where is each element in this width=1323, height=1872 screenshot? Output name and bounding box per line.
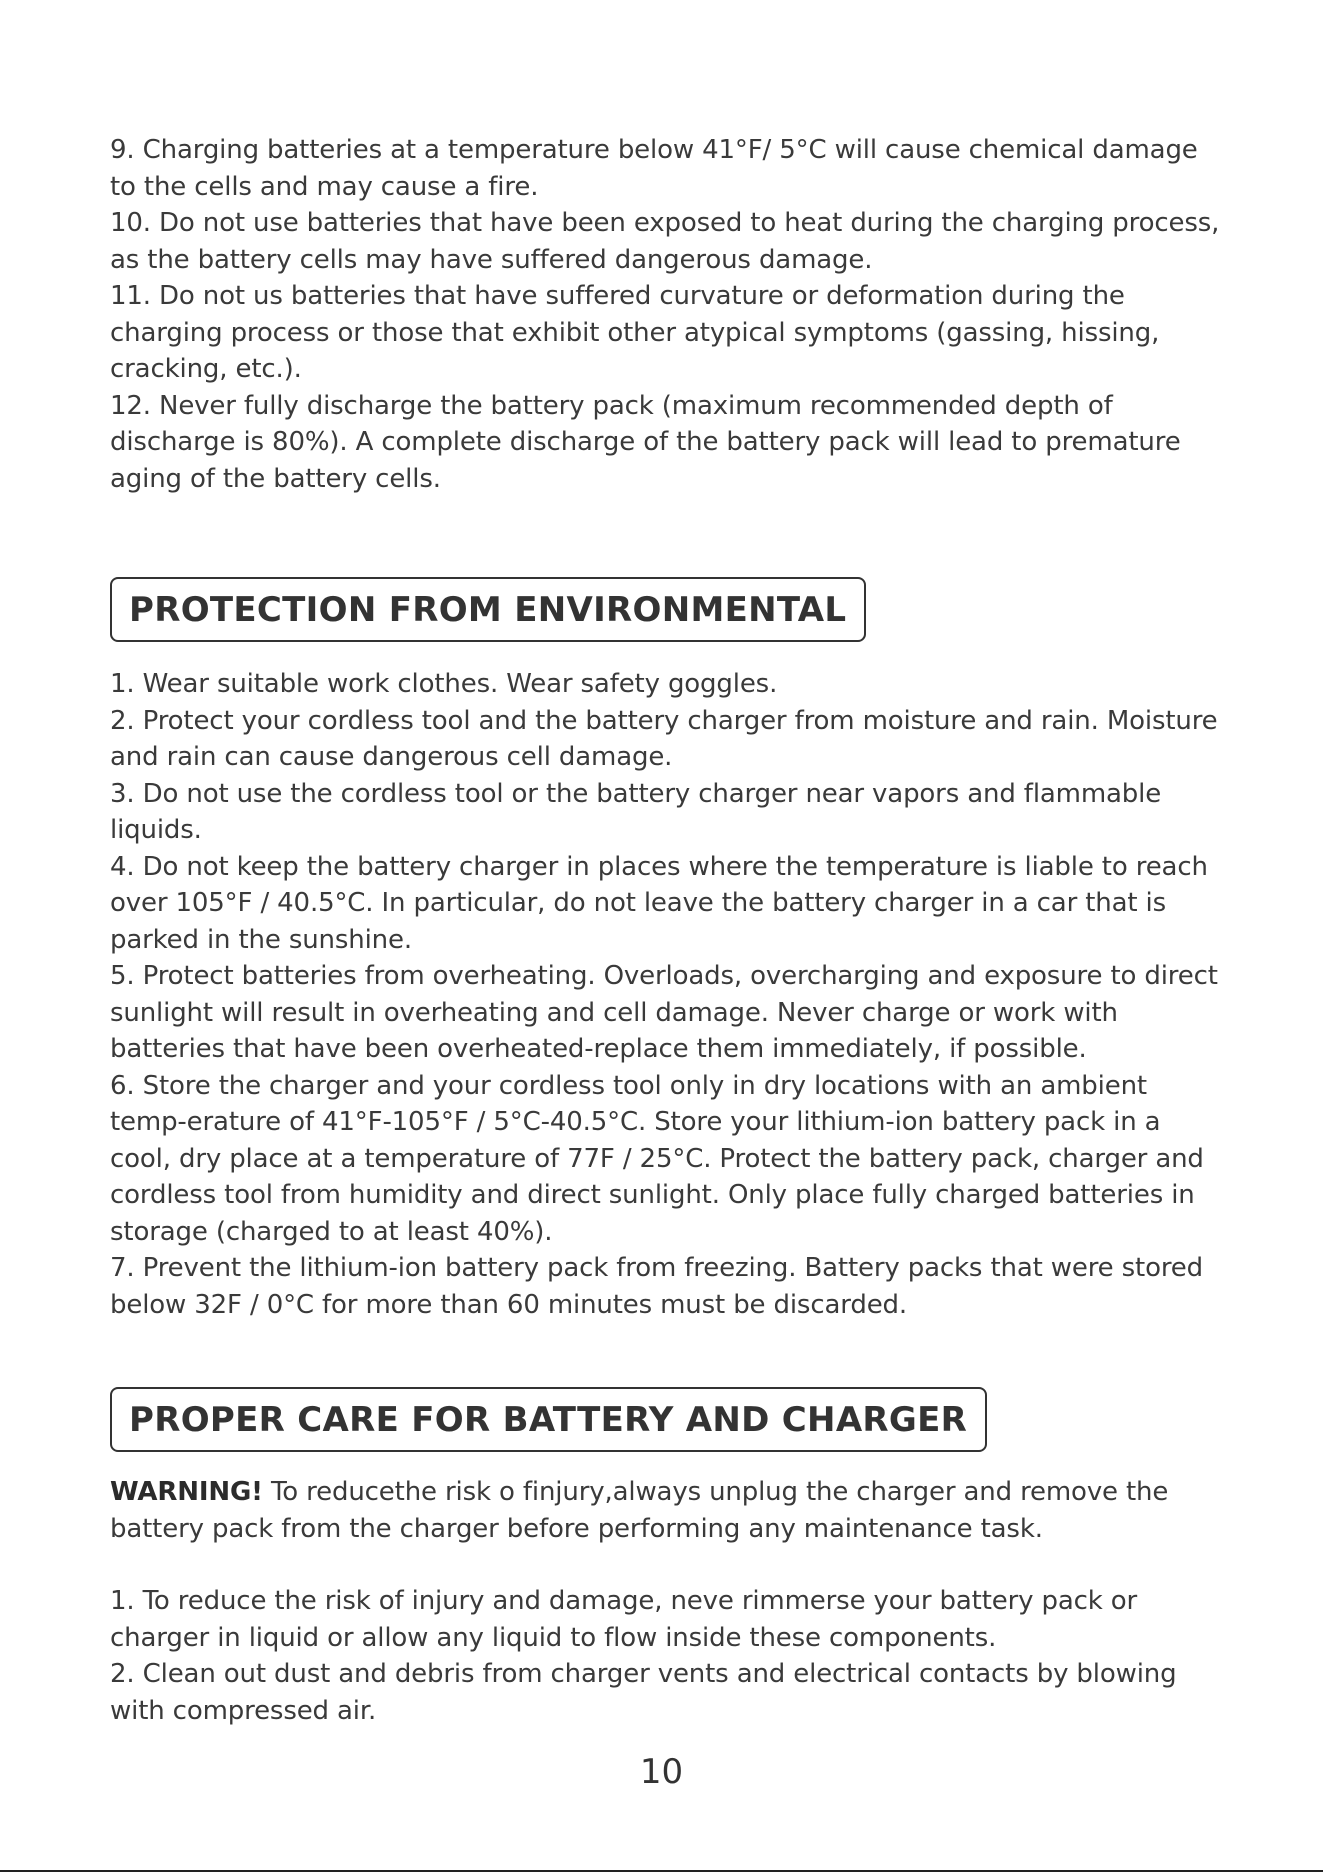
section-heading-care: PROPER CARE FOR BATTERY AND CHARGER xyxy=(110,1387,987,1452)
list-item: 12. Never fully discharge the battery pack (maximum recommended depth of discharge is 80%). A complete discharge of the battery pack will lead to premature aging of the battery cells. xyxy=(110,390,1181,494)
list-item: 6. Store the charger and your cordless tool only in dry locations with an ambient temp-erature of 41°F-105°F / 5°C-40.5°C. Store your lithium-ion battery pack in a cool, dry place at a temperature of 77F / 25°C. Protect the battery pack, charger and cordless tool from humidity and direct sunlight. Only place fully charged batteries in storage (charged to at least 40%). xyxy=(110,1070,1204,1247)
list-item: 9. Charging batteries at a temperature below 41°F/ 5°C will cause chemical damage to the cells and may cause a fire. xyxy=(110,135,1198,202)
warning-paragraph xyxy=(110,1474,1222,1547)
warning-block xyxy=(110,1474,1222,1547)
list-item: 10. Do not use batteries that have been exposed to heat during the charging process, as the battery cells may have suffered dangerous damage. xyxy=(110,208,1220,275)
list-item: 4. Do not keep the battery charger in places where the temperature is liable to reach over 105°F / 40.5°C. In particular, do not leave the battery charger in a car that is parked in the sunshine. xyxy=(110,851,1208,955)
list-item: 2. Clean out dust and debris from charger vents and electrical contacts by blowing with compressed air. xyxy=(110,1659,1177,1726)
spacer xyxy=(110,497,1222,577)
list-item: 5. Protect batteries from overheating. Overloads, overcharging and exposure to direct sunlight will result in overheating and cell damage. Never charge or work with batteries that have been overheated-replace them immediately, if possible. xyxy=(110,961,1218,1064)
list-item: 2. Protect your cordless tool and the battery charger from moisture and rain. Moisture and rain can cause dangerous cell damage. xyxy=(110,705,1218,772)
list-item: 11. Do not us batteries that have suffered curvature or deformation during the charging process or those that exhibit other atypical symptoms (gassing, hissing, cracking, etc.). xyxy=(110,281,1160,384)
page-content xyxy=(110,132,1222,1729)
list-item: 7. Prevent the lithium-ion battery pack from freezing. Battery packs that were stored below 32F / 0°C for more than 60 minutes must be discarded. xyxy=(110,1253,1204,1320)
spacer xyxy=(110,1452,1222,1474)
section-heading-environmental: PROTECTION FROM ENVIRONMENTAL xyxy=(110,577,866,642)
care-item-list xyxy=(110,1583,1222,1729)
spacer xyxy=(110,1323,1222,1387)
list-item: 3. Do not use the cordless tool or the battery charger near vapors and flammable liquids. xyxy=(110,778,1162,845)
warning-text: To reducethe risk o finjury,always unplug the charger and remove the battery pack from the charger before performing any maintenance task. xyxy=(110,1477,1169,1544)
page-number: 10 xyxy=(639,1752,684,1792)
list-item: 1. Wear suitable work clothes. Wear safety goggles. xyxy=(110,669,778,699)
environmental-item-list xyxy=(110,666,1222,1323)
warning-label: WARNING! xyxy=(110,1477,263,1507)
spacer xyxy=(110,642,1222,666)
list-item: 1. To reduce the risk of injury and damage, neve rimmerse your battery pack or charger in liquid or allow any liquid to flow inside these components. xyxy=(110,1586,1138,1653)
spacer xyxy=(110,1547,1222,1583)
top-item-list xyxy=(110,132,1222,497)
